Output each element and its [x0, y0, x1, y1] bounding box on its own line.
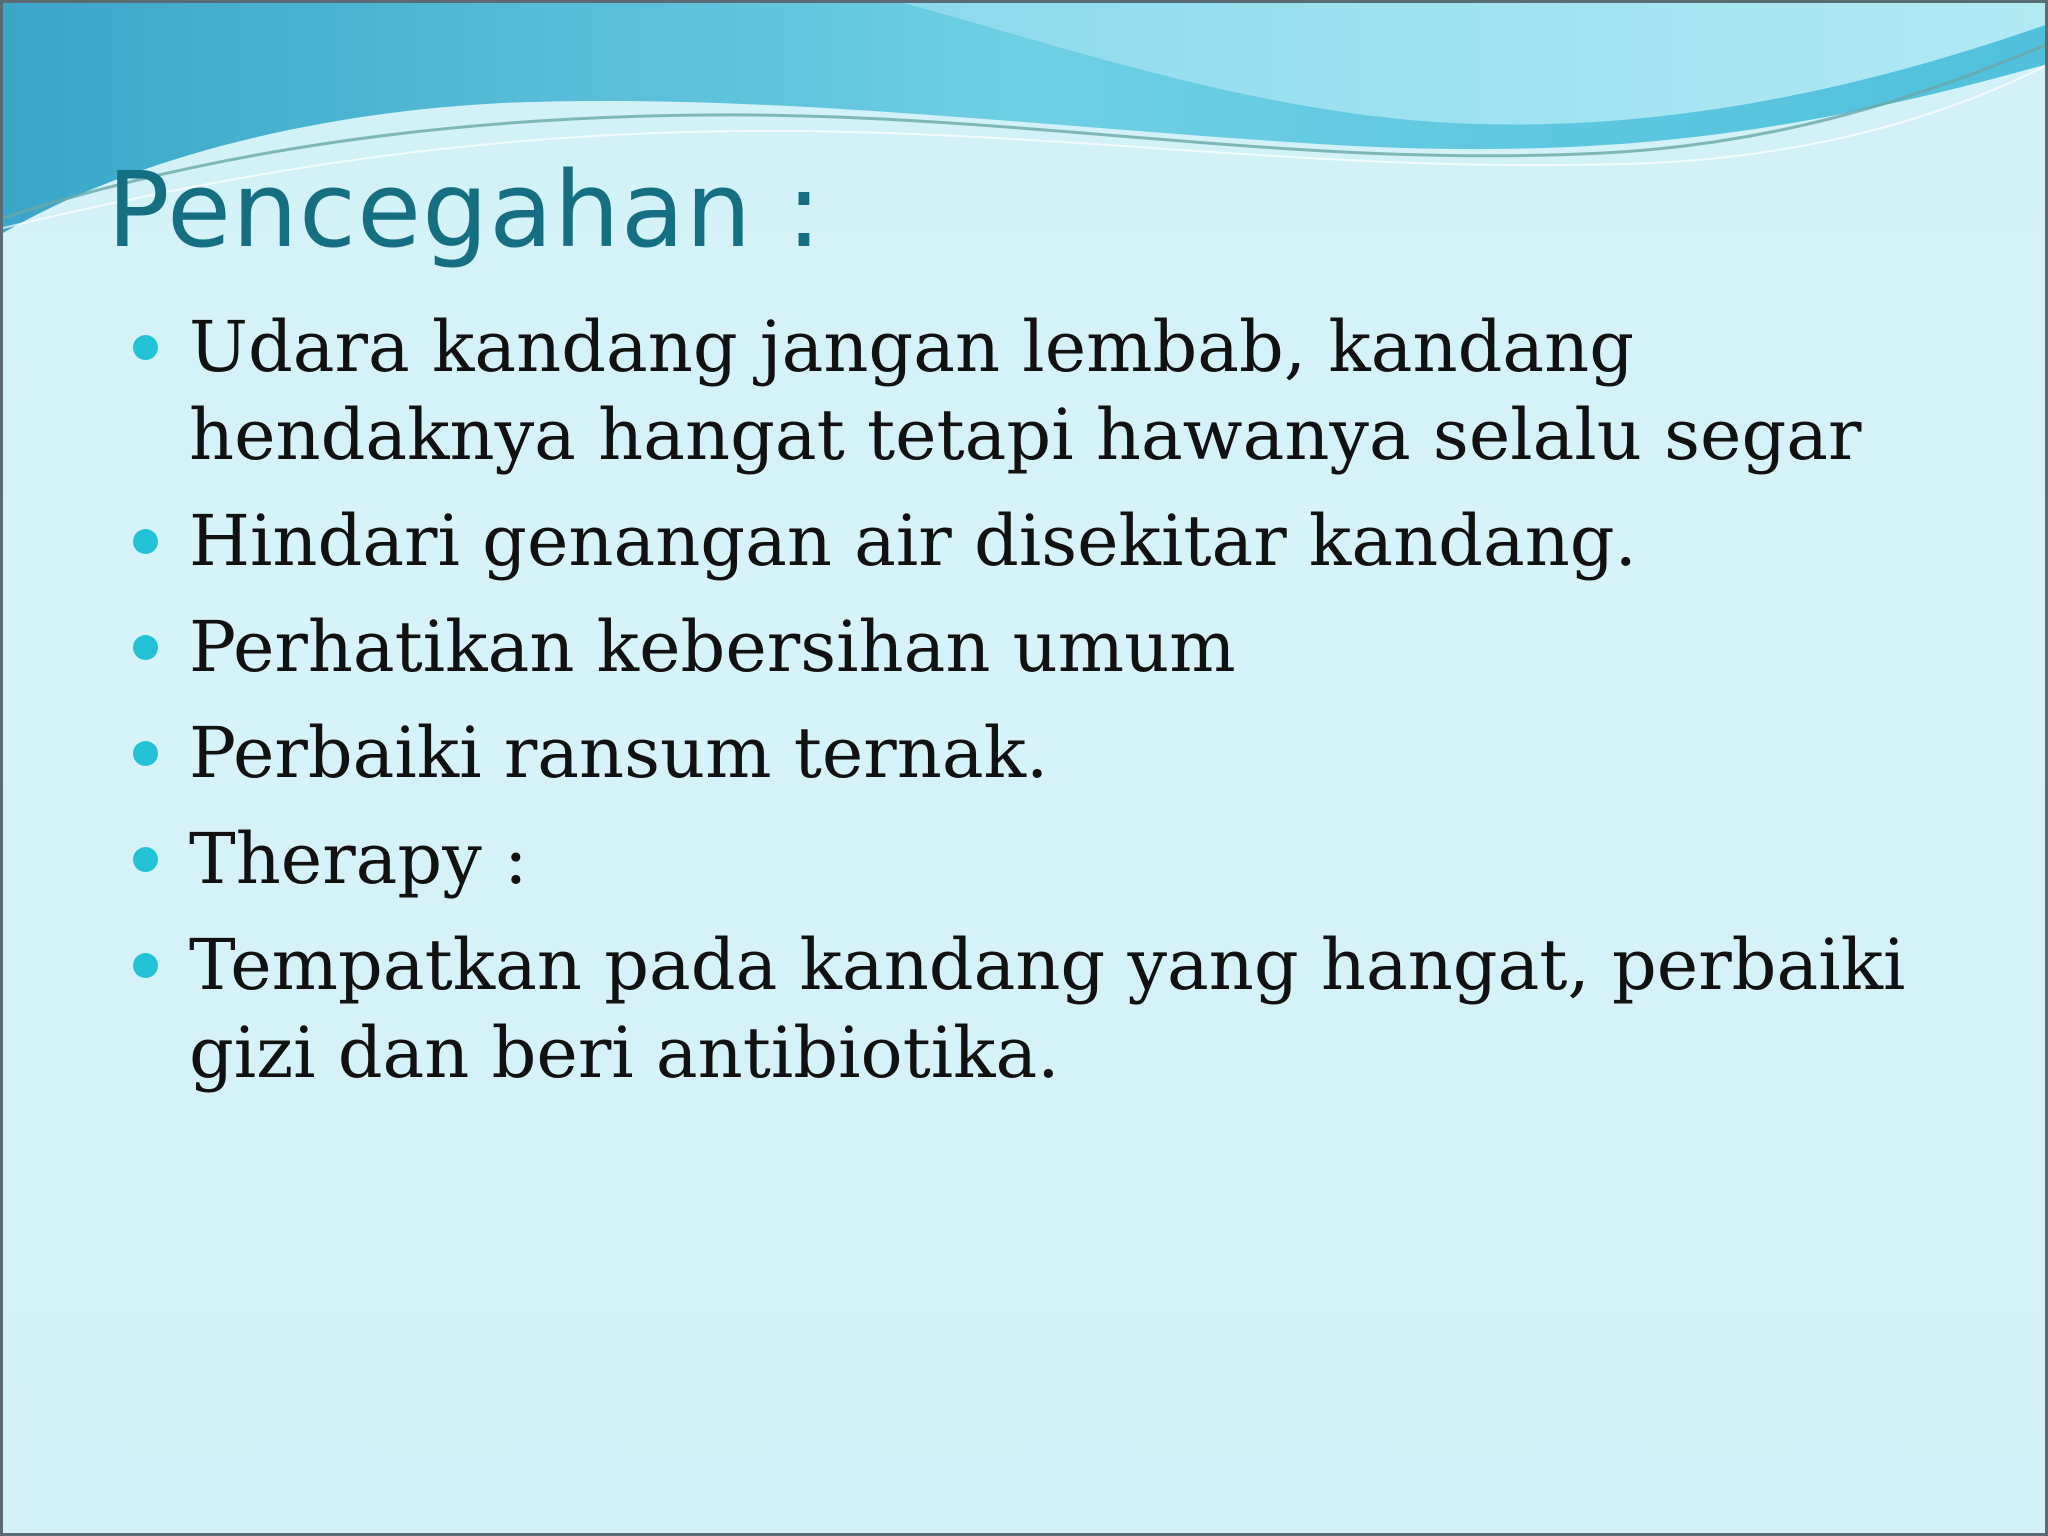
bullet-text: Hindari genangan air disekitar kandang. — [189, 500, 1637, 582]
bullet-text: Perhatikan kebersihan umum — [189, 606, 1236, 688]
bullet-item — [129, 921, 1949, 1097]
bullet-item — [129, 709, 1949, 797]
bullet-icon — [133, 529, 158, 554]
bullet-text: Therapy : — [189, 818, 528, 900]
slide-title: Pencegahan : — [107, 149, 823, 271]
bullet-icon — [133, 741, 158, 766]
bullet-icon — [133, 953, 158, 978]
bullet-item — [129, 603, 1949, 691]
bullet-text: Udara kandang jangan lembab, kandang hendaknya hangat tetapi hawanya selalu segar — [189, 306, 1862, 476]
bullet-item — [129, 497, 1949, 585]
bullet-text: Tempatkan pada kandang yang hangat, perbaiki gizi dan beri antibiotika. — [189, 924, 1906, 1094]
bullet-item — [129, 303, 1949, 479]
bullet-text: Perbaiki ransum ternak. — [189, 712, 1049, 794]
bullet-icon — [133, 635, 158, 660]
bullet-icon — [133, 335, 158, 360]
bullet-icon — [133, 847, 158, 872]
bullet-item — [129, 815, 1949, 903]
bullet-list — [129, 303, 1949, 1115]
